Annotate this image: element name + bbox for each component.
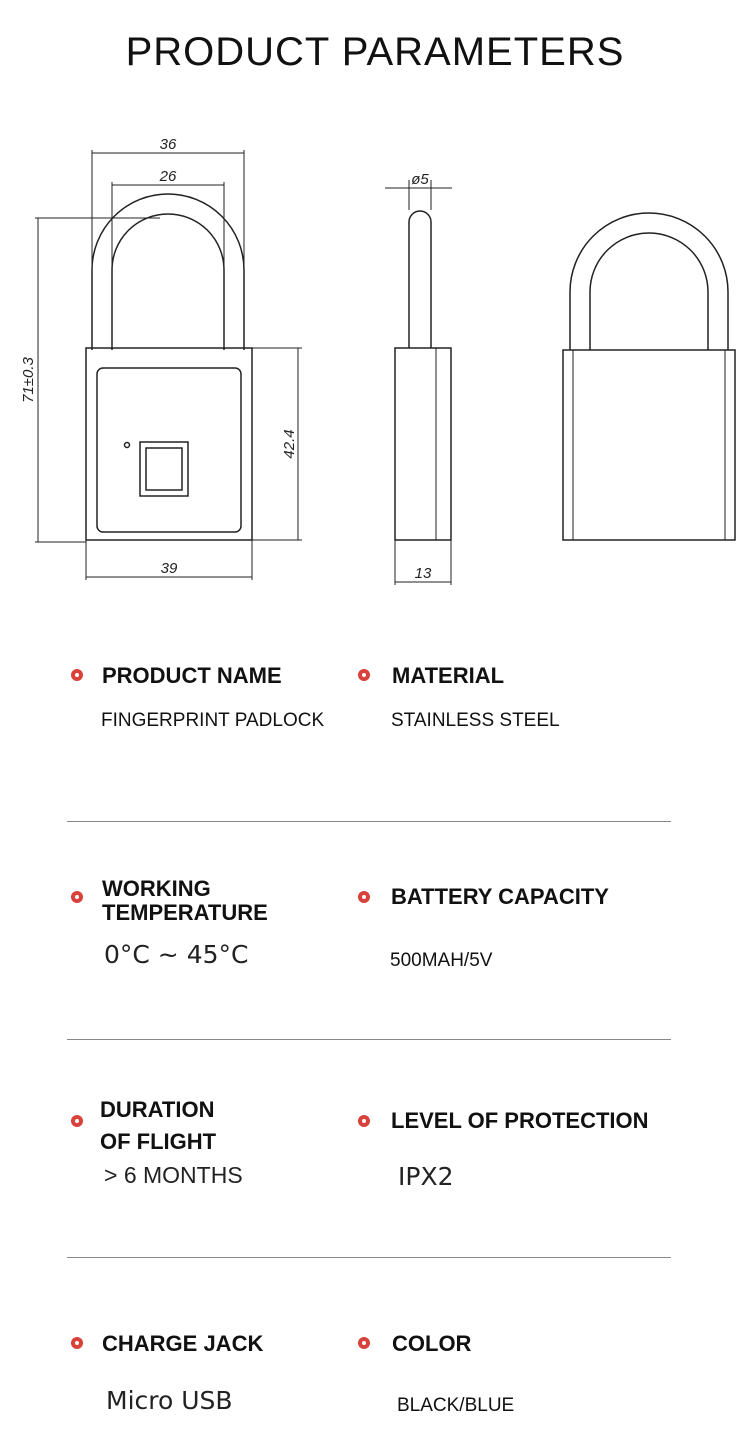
param-value-duration: > 6 MONTHS [104,1162,243,1188]
param-value-working-temperature: 0°C ~ 45°C [104,940,249,969]
param-label-duration: DURATION OF FLIGHT [100,1097,217,1154]
side-body [395,348,451,540]
fingerprint-sensor [140,442,188,496]
dim-shackle-dia: ø5 [411,171,429,188]
dim-width-outer: 36 [159,136,177,153]
back-body [563,350,735,540]
param-value-battery-capacity: 500MAH/5V [390,950,493,971]
divider [67,1257,671,1258]
divider [67,821,671,822]
param-label-charge-jack: CHARGE JACK [102,1331,264,1356]
front-shackle-inner [112,214,224,350]
front-body [86,348,252,540]
param-value-level-of-protection: IPX2 [398,1162,454,1191]
dim-body-width: 39 [160,560,178,577]
param-value-color: BLACK/BLUE [397,1395,515,1416]
param-label-battery-capacity: BATTERY CAPACITY [391,884,609,909]
dim-body-height: 42.4 [281,429,298,459]
dim-thickness: 13 [414,565,432,582]
divider [67,1039,671,1040]
bullet-icon [71,1115,83,1127]
param-value-material: STAINLESS STEEL [391,710,560,731]
side-shackle [409,211,431,348]
dim-height-total: 71±0.3 [20,357,37,403]
param-label-product-name: PRODUCT NAME [102,663,282,688]
bullet-icon [358,1115,370,1127]
param-label-color: COLOR [392,1331,472,1356]
padlock-technical-drawing [0,110,750,590]
param-value-product-name: FINGERPRINT PADLOCK [101,710,325,731]
dim-width-inner: 26 [159,168,177,185]
bullet-icon [71,891,83,903]
page-title: PRODUCT PARAMETERS [125,30,625,74]
param-label-working-temperature: WORKING TEMPERATURE [102,876,268,925]
front-shackle-outer [92,194,244,350]
bullet-icon [71,1337,83,1349]
bullet-icon [358,669,370,681]
front-panel [97,368,241,532]
param-label-material: MATERIAL [392,663,505,688]
param-value-charge-jack: Micro USB [106,1386,233,1415]
bullet-icon [71,669,83,681]
bullet-icon [358,891,370,903]
bullet-icon [358,1337,370,1349]
param-label-level-of-protection: LEVEL OF PROTECTION [391,1108,649,1133]
